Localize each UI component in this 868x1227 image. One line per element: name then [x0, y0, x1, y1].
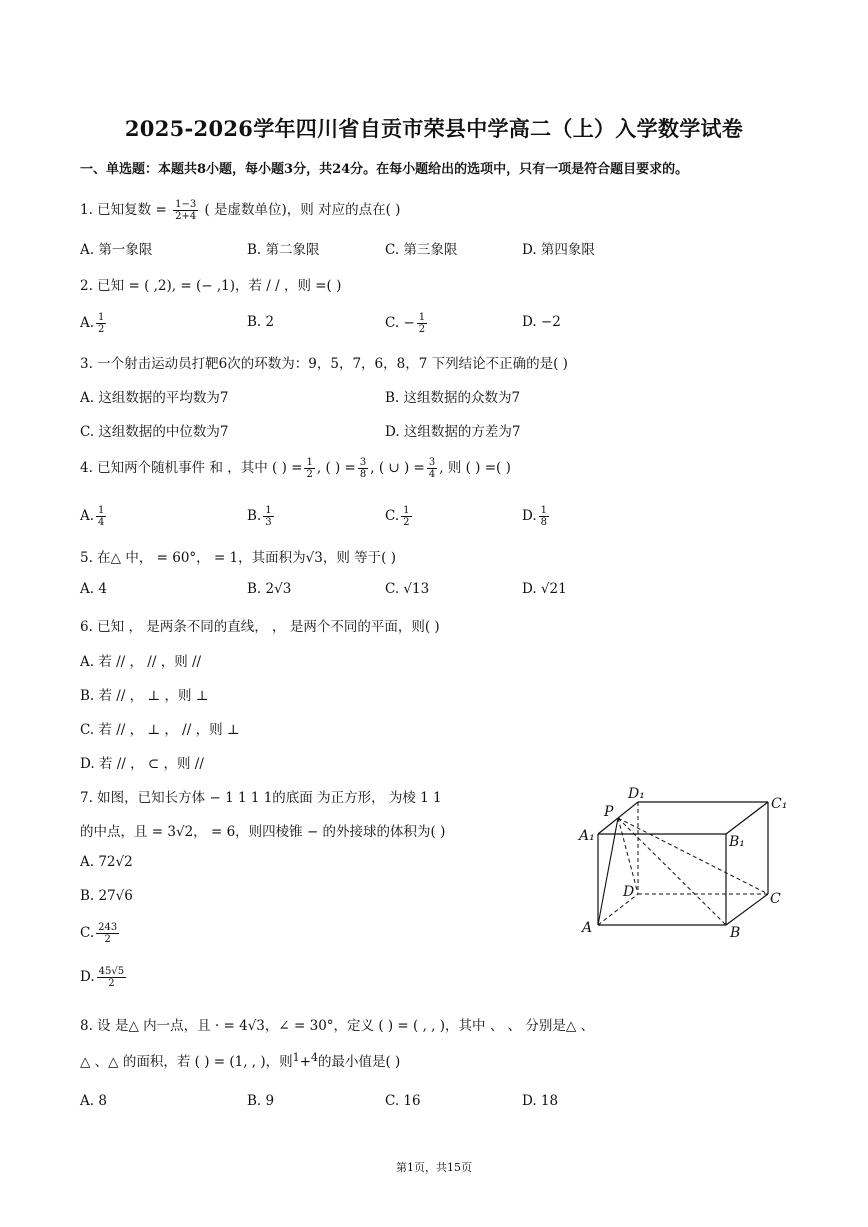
- q1-option-b: B. 第二象限: [247, 242, 320, 258]
- question-7-line-1: 7. 如图，已知长方体 − 1 1 1 1的底面 为正方形， 为棱 1 1: [80, 790, 442, 806]
- q1-option-a: A. 第一象限: [80, 242, 153, 258]
- q4-option-d: D. $\frac{1}{8}$: [522, 505, 548, 528]
- q6-option-a: A. 若 // ， // ，则 //: [80, 654, 202, 670]
- q4-option-a: A. $\frac{1}{4}$: [80, 505, 105, 528]
- q6-option-b: B. 若 // ， ⊥ ，则 ⊥: [80, 688, 209, 704]
- q1-fraction: $\frac{1-3}{2+4}$: [175, 199, 197, 222]
- q8-option-b: B. 9: [247, 1093, 275, 1109]
- question-3: 3. 一个射击运动员打靶6次的环数为：9，5，7，6，8，7 下列结论不正确的是( ): [80, 356, 568, 372]
- q5-option-c: C. √13: [385, 581, 430, 597]
- question-1: [80, 198, 400, 222]
- page-footer: 第1页，共15页: [396, 1161, 472, 1174]
- q1-option-c: C. 第三象限: [385, 242, 458, 258]
- cuboid-figure: [576, 782, 796, 942]
- q1-option-d: D. 第四象限: [522, 242, 595, 258]
- q3-option-a: A. 这组数据的平均数为7: [80, 390, 229, 406]
- question-2: 2. 已知 = ( ,2), = (− ,1)，若 / / ，则 =( ): [80, 278, 342, 294]
- q2-option-a: A. $\frac{1}{2}$: [80, 312, 105, 335]
- label-B1: B₁: [729, 834, 745, 850]
- label-C1: C₁: [771, 796, 788, 812]
- q7-option-c: C. $\frac{243}{2}$: [80, 922, 118, 945]
- label-C: C: [770, 891, 781, 907]
- q6-option-d: D. 若 // ， ⊂ ，则 //: [80, 756, 204, 772]
- q2-option-c: C. − $\frac{1}{2}$: [385, 312, 426, 335]
- label-D: D: [623, 884, 635, 900]
- section-heading: 一、单选题：本题共8小题，每小题3分，共24分。在每小题给出的选项中，只有一项是符合题目要求的。: [80, 162, 689, 177]
- label-A: A: [582, 920, 593, 936]
- question-6: 6. 已知 ， 是两条不同的直线， ， 是两个不同的平面，则( ): [80, 619, 440, 635]
- question-8-line-1: 8. 设 是△ 内一点，且 · = 4√3，∠ = 30°，定义 ( ) = ( , , )，其中 、 、 分别是△ 、: [80, 1018, 595, 1034]
- q3-option-c: C. 这组数据的中位数为7: [80, 424, 229, 440]
- q6-option-c: C. 若 // ， ⊥ ， // ，则 ⊥: [80, 722, 240, 738]
- label-P: P: [604, 804, 614, 820]
- q1-stem-a: 1. 已知复数 =: [80, 202, 167, 218]
- q5-option-a: A. 4: [80, 581, 107, 597]
- q2-option-b: B. 2: [247, 314, 275, 330]
- question-7-line-2: 的中点，且 = 3√2， = 6，则四棱锥 − 的外接球的体积为( ): [80, 824, 446, 840]
- q8-option-a: A. 8: [80, 1093, 107, 1109]
- question-4: 4. 已知两个随机事件 和 ，其中 ( ) = $\frac{1}{2}$ , ( ) = $\frac{3}{8}$ , ( ∪ ) = $\frac{3}{4}$ , 则 ( ) =( ): [80, 457, 511, 480]
- q5-option-b: B. 2√3: [247, 581, 292, 597]
- label-D1: D₁: [628, 786, 645, 802]
- q8-option-d: D. 18: [522, 1093, 559, 1109]
- question-5: 5. 在△ 中， = 60°， = 1，其面积为√3，则 等于( ): [80, 550, 396, 566]
- q3-option-b: B. 这组数据的众数为7: [385, 390, 521, 406]
- q4-option-c: C. $\frac{1}{2}$: [385, 505, 410, 528]
- q1-stem-b: ( 是虚数单位)，则 对应的点在( ): [204, 202, 401, 218]
- q7-option-b: B. 27√6: [80, 888, 133, 904]
- q7-option-a: A. 72√2: [80, 854, 133, 870]
- label-A1: A₁: [579, 828, 595, 844]
- q8-option-c: C. 16: [385, 1093, 421, 1109]
- q3-option-d: D. 这组数据的方差为7: [385, 424, 521, 440]
- q7-option-d: D. $\frac{45√5}{2}$: [80, 966, 125, 989]
- exam-title: 2025-2026学年四川省自贡市荣县中学高二（上）入学数学试卷: [124, 116, 744, 141]
- label-B: B: [730, 925, 741, 941]
- question-8-line-2: △ 、△ 的面积，若 ( ) = (1, , )，则$^1$+$^4$的最小值是( ): [80, 1051, 401, 1070]
- q4-option-b: B. $\frac{1}{3}$: [247, 505, 272, 528]
- q5-option-d: D. √21: [522, 581, 567, 597]
- q2-option-d: D. −2: [522, 314, 561, 330]
